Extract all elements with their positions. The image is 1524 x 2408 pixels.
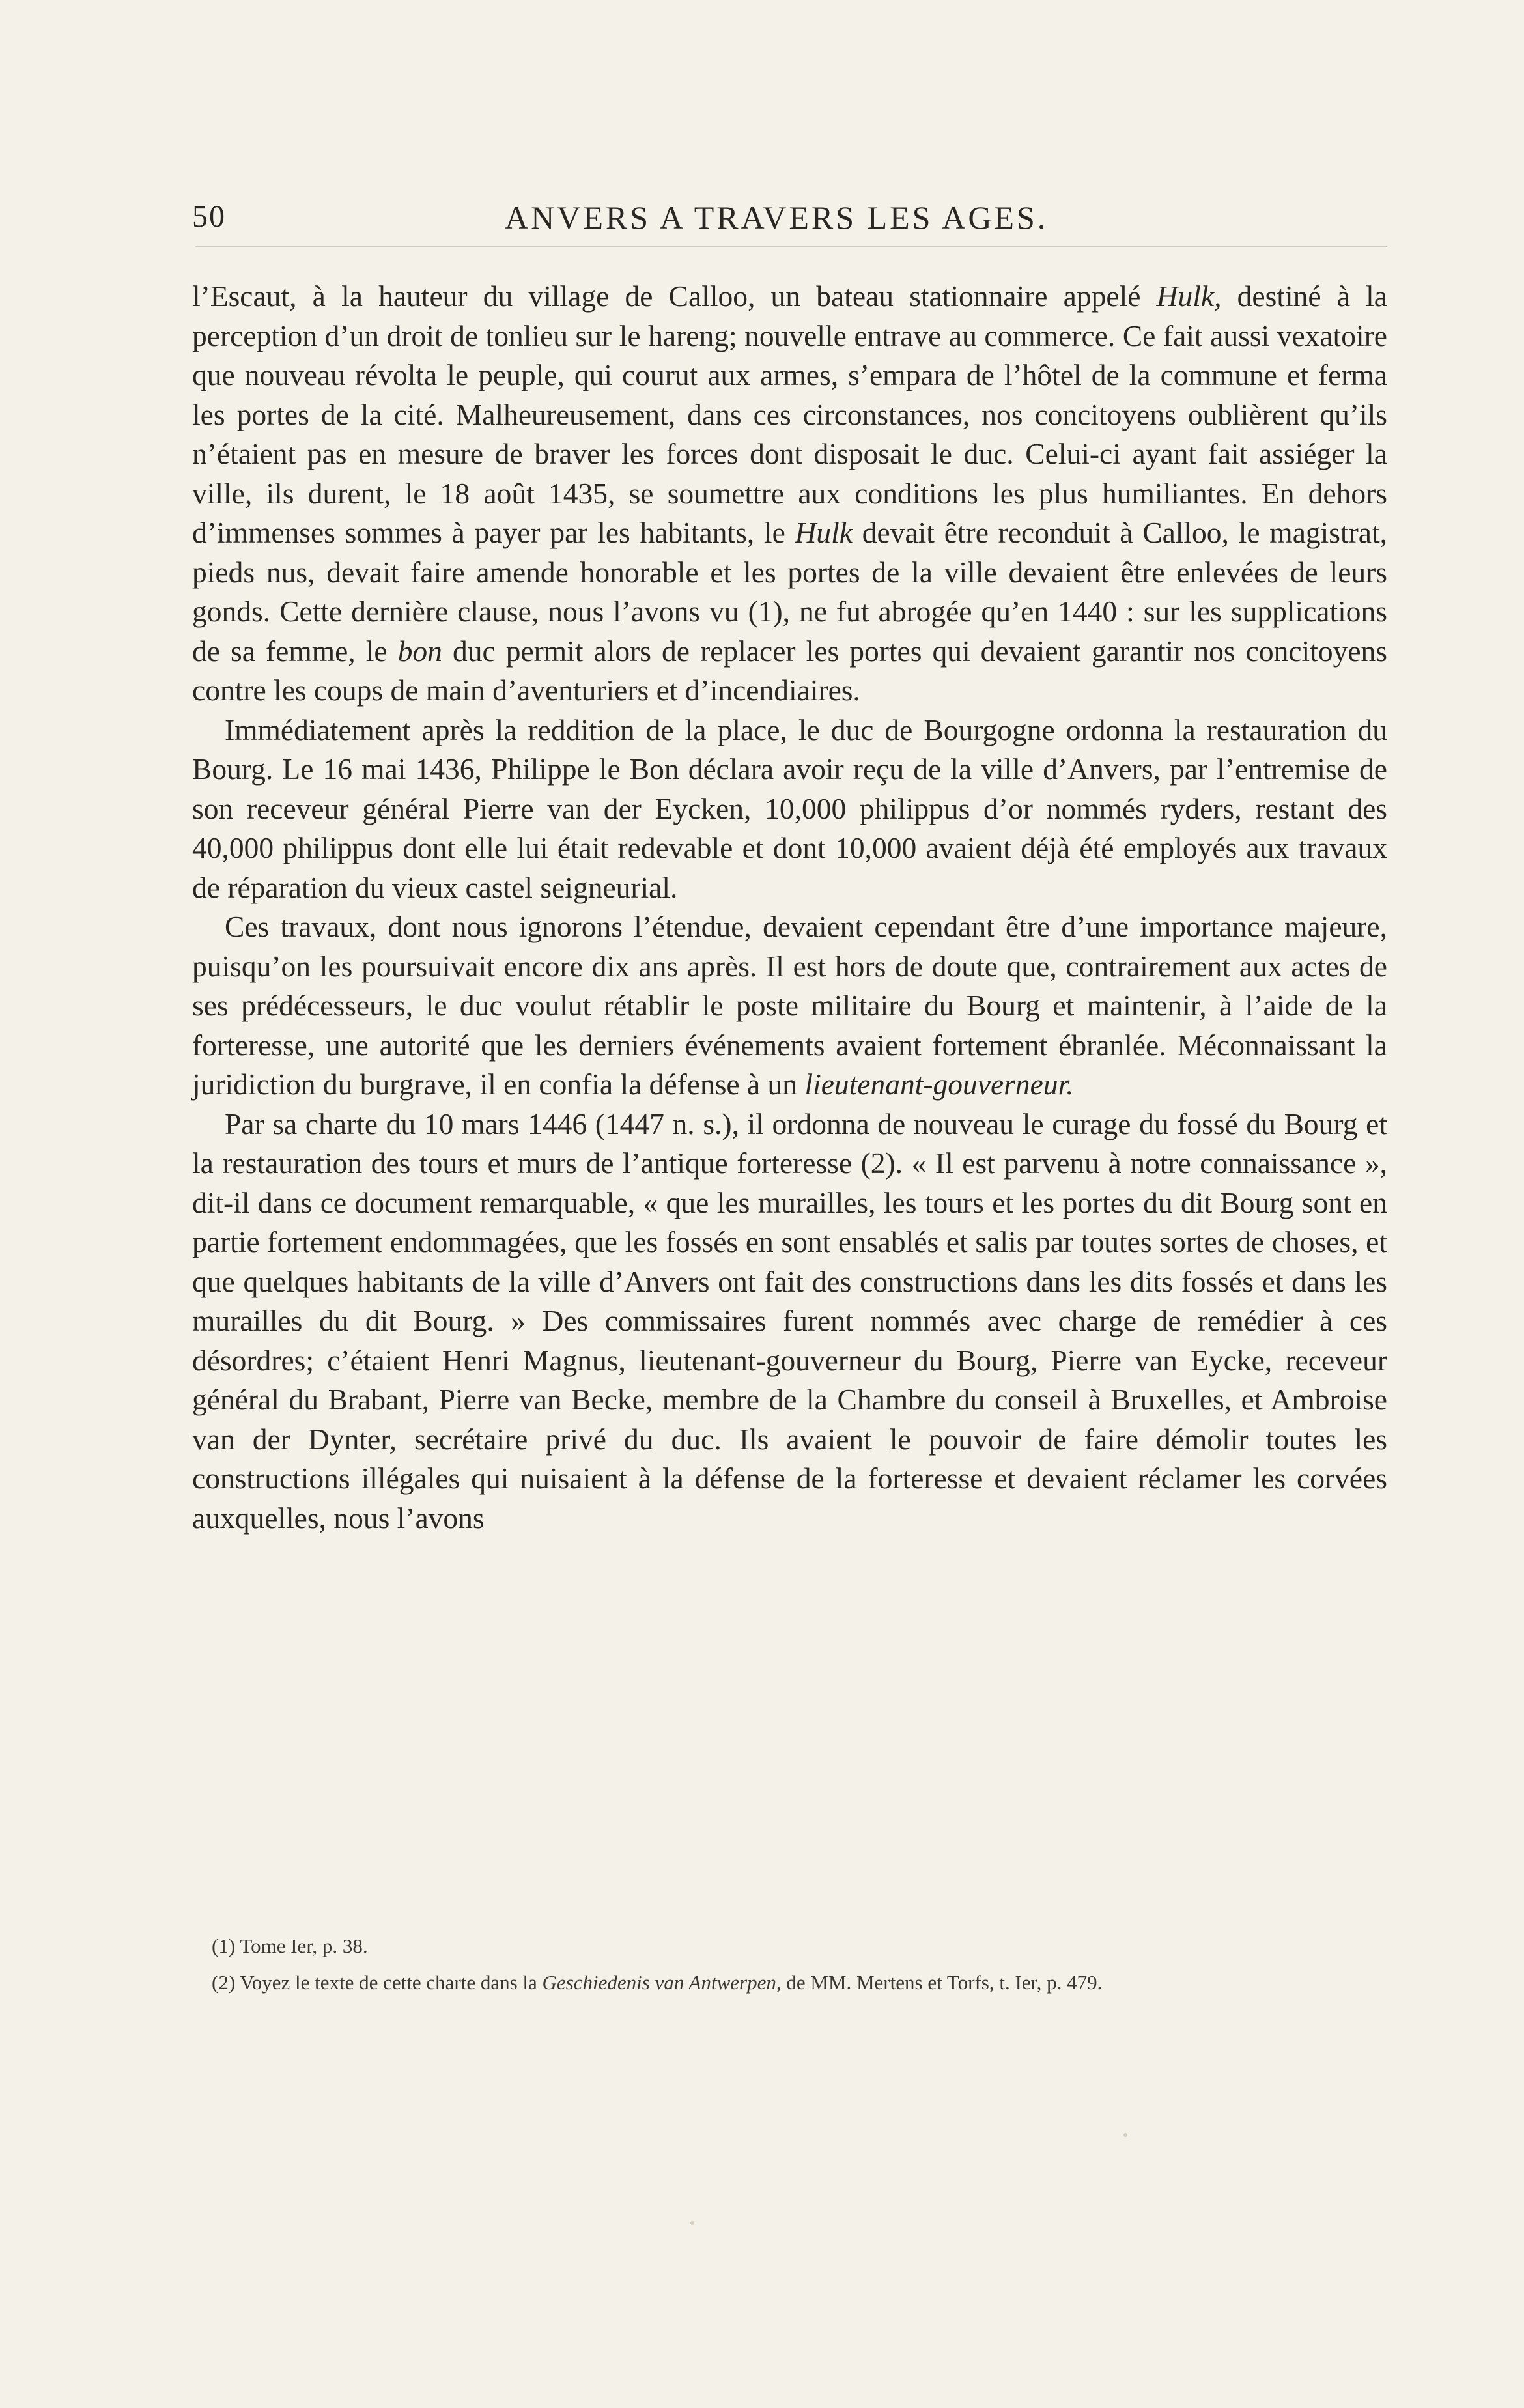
text-run: (1) Tome Ier, p. 38. <box>212 1934 368 1957</box>
italic-text: lieutenant-gouverneur. <box>804 1068 1074 1101</box>
text-run: destiné à la perception d’un droit de tonlieu sur le hareng; nouvelle entrave au commerce. Ce fait aussi vexatoire que nouveau révolta le peuple, qui courut aux armes, s’empara de l’hôtel de la commune et ferma les portes de la cité. Malheureusement, dans ces circonstances, nos concitoyens oublièrent qu’ils n’étaient pas en mesure de braver les forces dont disposait le duc. Celui-ci ayant fait assiéger la ville, ils durent, le 18 août 1435, se soumettre aux conditions les plus humiliantes. En dehors d’immenses sommes à payer par les habitants, le <box>192 279 1387 549</box>
text-run: l’Escaut, à la hauteur du village de Calloo, un bateau stationnaire appelé <box>192 279 1157 313</box>
italic-text: bon <box>397 634 442 668</box>
header-rule <box>195 246 1387 247</box>
text-run: (2) Voyez le texte de cette charte dans la <box>212 1971 543 1994</box>
text-run: devait être reconduit à Calloo, le magistrat, pieds nus, devait faire amende honorable et les portes de la ville devaient être enlevées de leurs gonds. Cette dernière clause, nous l’avons vu (1), ne fut abrogée qu’en 1440 : sur les supplications de sa femme, le <box>192 516 1387 668</box>
running-header <box>192 199 1384 238</box>
text-run: Immédiatement après la reddition de la place, le duc de Bourgogne ordonna la restauration du Bourg. Le 16 mai 1436, Philippe le Bon déclara avoir reçu de la ville d’Anvers, par l’entremise de son receveur général Pierre van der Eycken, 10,000 philippus d’or nommés ryders, restant des 40,000 philippus dont elle lui était redevable et dont 10,000 avaient déjà été employés aux travaux de réparation du vieux castel seigneurial. <box>192 713 1387 904</box>
paper-speck <box>690 2221 694 2225</box>
text-run: duc permit alors de replacer les portes qui devaient garantir nos concitoyens contre les coups de main d’aventuriers et d’incendiaires. <box>192 634 1387 707</box>
running-title: ANVERS A TRAVERS LES AGES. <box>505 199 1049 236</box>
paragraph <box>192 907 1387 1105</box>
footnote <box>212 1928 1384 1964</box>
text-run: de MM. Mertens et Torfs, t. Ier, p. 479. <box>781 1971 1103 1994</box>
page-number: 50 <box>192 199 226 234</box>
paragraph <box>192 277 1387 711</box>
text-run: Ces travaux, dont nous ignorons l’étendue, devaient cependant être d’une importance majeure, puisqu’on les poursuivait encore dix ans après. Il est hors de doute que, contrairement aux actes de ses prédécesseurs, le duc voulut rétablir le poste militaire du Bourg et maintenir, à l’aide de la forteresse, une autorité que les derniers événements avaient fortement ébranlée. Méconnaissant la juridiction du burgrave, il en confia la défense à un <box>192 910 1387 1101</box>
italic-text: Geschiedenis van Antwerpen, <box>542 1971 782 1994</box>
text-run: Par sa charte du 10 mars 1446 (1447 n. s.), il ordonna de nouveau le curage du fossé du Bourg et la restauration des tours et murs de l’antique forteresse (2). « Il est parvenu à notre connaissance », dit-il dans ce document remarquable, « que les murailles, les tours et les portes du dit Bourg sont en partie fortement endommagées, que les fossés en sont ensablés et salis par toutes sortes de choses, et que quelques habitants de la ville d’Anvers ont fait des constructions dans les dits fossés et dans les murailles du dit Bourg. » Des commissaires furent nommés avec charge de remédier à ces désordres; c’étaient Henri Magnus, lieutenant-gouverneur du Bourg, Pierre van Eycke, receveur général du Brabant, Pierre van Becke, membre de la Chambre du conseil à Bruxelles, et Ambroise van der Dynter, secrétaire privé du duc. Ils avaient le pouvoir de faire démolir toutes les constructions illégales qui nuisaient à la défense de la forteresse et devaient réclamer les corvées auxquelles, nous l’avons <box>192 1107 1387 1535</box>
paragraph <box>192 1105 1387 1538</box>
paragraph <box>192 711 1387 908</box>
paper-speck <box>1123 2133 1127 2137</box>
footnote <box>212 1964 1384 2001</box>
italic-text: Hulk <box>795 516 853 549</box>
footnotes <box>212 1928 1384 2001</box>
body-text <box>192 277 1387 1538</box>
italic-text: Hulk, <box>1156 279 1222 313</box>
